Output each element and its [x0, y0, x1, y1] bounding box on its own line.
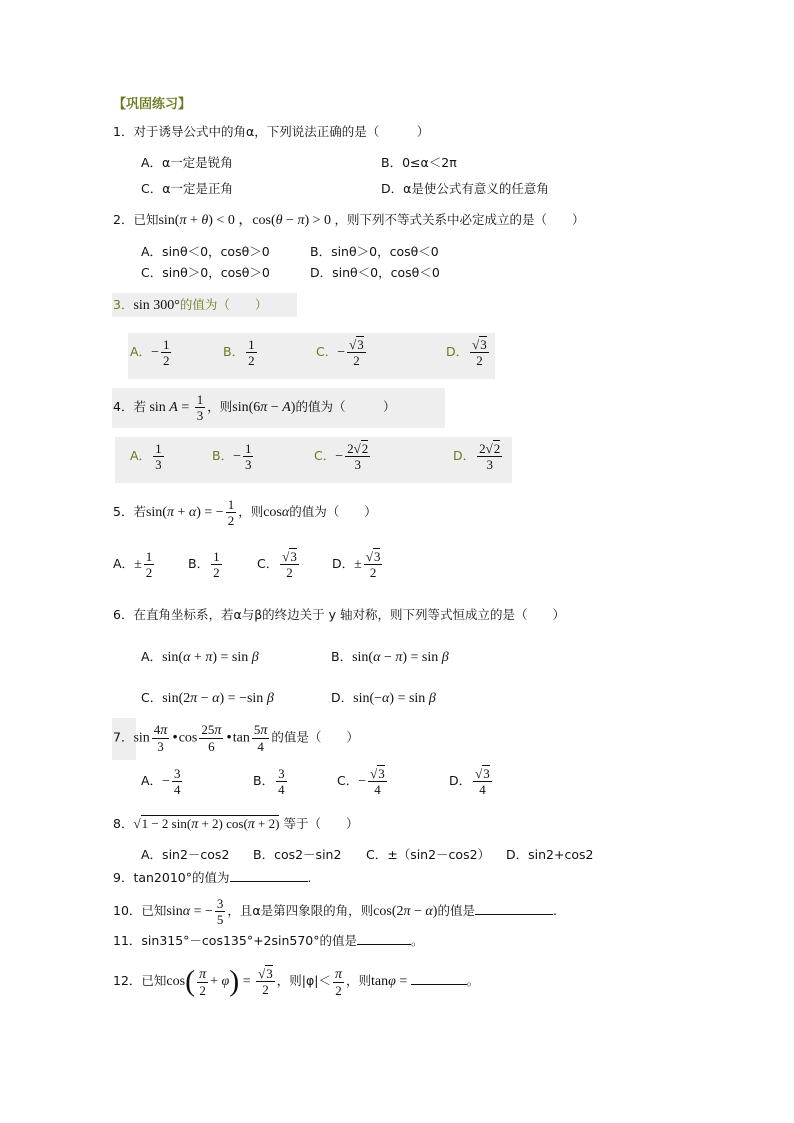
q11-stem-pre: 11．sin315°－cos135°+2sin570°的值是 — [113, 933, 358, 948]
q5-option-a-label: A． — [113, 556, 135, 571]
q11-answer-blank[interactable] — [357, 931, 411, 945]
q9-stem-post: . — [307, 870, 312, 885]
q4-stem-post: 的值为（ ） — [295, 399, 396, 414]
q3-options-highlight — [128, 333, 495, 379]
q4-stem-pre: 4．若 — [113, 399, 146, 414]
q12-answer-blank[interactable] — [411, 971, 467, 985]
q5-stem-mid: ，则 — [238, 504, 264, 519]
q4-option-b-label: B． — [212, 448, 234, 463]
q6-option-a-label: A． — [141, 649, 163, 664]
q8-option-b: B．cos2－sin2 — [253, 847, 342, 862]
q4-option-c-label: C． — [314, 448, 336, 463]
q8-option-c: C．±（sin2－cos2） — [366, 847, 491, 862]
q5-stem: 5．若sin(π + α) = − $\frac{1}{2}$ ，则cosα的值为（ ） — [113, 497, 377, 528]
q7-stem: 7．sin $\frac{4\pi}{3}$ •cos $\frac{25\pi}{6}$ •tan $\frac{5\pi}{4}$ 的值是（ ） — [113, 722, 359, 754]
q7-option-d-label: D． — [449, 773, 472, 788]
section-title: 【巩固练习】 — [113, 97, 192, 112]
q6-option-d-label: D． — [331, 690, 354, 705]
q4-option-a-label: A． — [130, 448, 152, 463]
q2-condition: sin(π + θ) < 0 ，cos(θ − π) > 0 — [158, 213, 335, 228]
q7-option-a-label: A． — [141, 773, 163, 788]
q7-option-b-label: B． — [253, 773, 275, 788]
q10-stem-post: 的值是 — [437, 903, 475, 918]
q3-stem-post: 的值为（ ） — [179, 297, 268, 312]
q6-option-c: C．sin(2π − α) = −sin β — [141, 690, 274, 706]
q2-stem-pre: 2．已知 — [113, 212, 159, 227]
q9-answer-blank[interactable] — [230, 868, 308, 882]
q3-option-b: B． $\frac{1}{2}$ — [223, 337, 255, 368]
q6-option-d: D．sin(−α) = sin β — [331, 690, 436, 706]
q2-stem — [113, 211, 585, 230]
q11-stem-post: 。 — [411, 933, 424, 948]
q4-option-b: B．− $\frac{1}{3}$ — [212, 441, 252, 472]
q3-expression: sin 300° — [133, 298, 180, 313]
q3-option-d-label: D． — [446, 344, 469, 359]
q3-option-b-label: B． — [223, 344, 245, 359]
q5-option-b: B． $\frac{1}{2}$ — [188, 549, 220, 580]
q10-answer-blank[interactable] — [475, 901, 553, 915]
q4-option-a: A． $\frac{1}{3}$ — [130, 441, 162, 472]
q7-stem-pre: 7． — [113, 729, 134, 745]
q1-option-d: D．α是使公式有意义的任意角 — [381, 181, 549, 196]
q2-option-a: A．sinθ＜0，cosθ＞0 — [141, 244, 270, 259]
q11-stem — [113, 931, 424, 950]
q5-option-d: D．± $\frac{√3}{2}$ — [332, 549, 381, 580]
q5-stem-pre: 5．若 — [113, 504, 146, 519]
q1-option-a: A．α一定是锐角 — [141, 155, 233, 170]
q3-option-c: C．− $\frac{√3}{2}$ — [316, 337, 364, 368]
q8-stem-pre: 8． — [113, 816, 134, 831]
q7-stem-post: 的值是（ ） — [271, 729, 359, 745]
q4-stem-mid: ，则 — [207, 399, 233, 414]
q5-option-a: A．± $\frac{1}{2}$ — [113, 549, 153, 580]
q7-option-a: A．− $\frac{3}{4}$ — [141, 766, 181, 797]
q7-option-c-label: C． — [337, 773, 359, 788]
q3-option-d: D． $\frac{√3}{2}$ — [446, 337, 487, 368]
q2-option-c: C．sinθ＞0，cosθ＞0 — [141, 265, 270, 280]
q3-option-a: A．− $\frac{1}{2}$ — [130, 337, 170, 368]
q1-stem: 1．对于诱导公式中的角α，下列说法正确的是（ ） — [113, 124, 430, 139]
q5-option-b-label: B． — [188, 556, 210, 571]
q4-option-d-label: D． — [453, 448, 476, 463]
q7-option-d: D． $\frac{√3}{4}$ — [449, 766, 490, 797]
q7-option-c: C．− $\frac{√3}{4}$ — [337, 766, 385, 797]
q12-stem-mid2: ，则 — [345, 973, 371, 988]
q3-option-a-label: A． — [130, 344, 152, 359]
q1-option-b: B．0≤α＜2π — [381, 155, 457, 170]
q6-option-c-label: C． — [141, 690, 163, 705]
q1-option-c: C．α一定是正角 — [141, 181, 233, 196]
q3-stem — [113, 296, 267, 315]
q6-stem: 6．在直角坐标系，若α与β的终边关于 y 轴对称，则下列等式恒成立的是（ ） — [113, 607, 566, 622]
q12-stem-post: 。 — [466, 973, 480, 988]
q9-stem — [113, 868, 311, 887]
q8-option-d: D．sin2+cos2 — [506, 847, 594, 862]
q4-option-c: C．− $\frac{2√2}{3}$ — [314, 441, 369, 472]
q6-option-b: B．sin(α − π) = sin β — [331, 649, 449, 665]
q5-option-c-label: C． — [257, 556, 279, 571]
q7-option-b: B． $\frac{3}{4}$ — [253, 766, 285, 797]
q8-stem: 8．√1 − 2 sin(π + 2) cos(π + 2) 等于（ ） — [113, 816, 359, 832]
q5-stem-post: 的值为（ ） — [289, 504, 377, 519]
q12-stem-pre: 12．已知 — [113, 973, 167, 988]
q3-stem-pre: 3． — [113, 297, 134, 312]
q8-stem-post: 等于（ ） — [283, 816, 359, 831]
q8-option-a: A．sin2－cos2 — [141, 847, 230, 862]
q2-option-d: D．sinθ＜0，cosθ＜0 — [310, 265, 440, 280]
q5-option-d-label: D． — [332, 556, 355, 571]
q2-stem-post: ，则下列不等式关系中必定成立的是（ ） — [334, 212, 585, 227]
q10-stem-mid: ，且α是第四象限的角，则 — [227, 903, 374, 918]
q12-stem: 12．已知cos( $\frac{\pi}{2}$ + φ) = $\frac{√3}{2}$ ，则|φ|＜ $\frac{\pi}{2}$ ，则tanφ = 。 — [113, 964, 480, 998]
q4-option-d: D． $\frac{2√2}{3}$ — [453, 441, 501, 472]
q10-stem: 10．已知sinα = − $\frac{3}{5}$ ，且α是第四象限的角，则cos(2π − α)的值是 . — [113, 896, 557, 927]
q5-option-c: C． $\frac{√3}{2}$ — [257, 549, 297, 580]
q2-option-b: B．sinθ＞0，cosθ＜0 — [310, 244, 439, 259]
q3-option-c-label: C． — [316, 344, 338, 359]
q6-option-a: A．sin(α + π) = sin β — [141, 649, 259, 665]
q4-stem: 4．若 sin A = $\frac{1}{3}$ ，则sin(6π − A)的值为（ ） — [113, 392, 396, 423]
q12-stem-mid: ，则|φ|＜ — [276, 973, 331, 988]
q9-stem-pre: 9．tan2010°的值为 — [113, 870, 230, 885]
q6-option-b-label: B． — [331, 649, 353, 664]
q10-stem-pre: 10．已知 — [113, 903, 167, 918]
